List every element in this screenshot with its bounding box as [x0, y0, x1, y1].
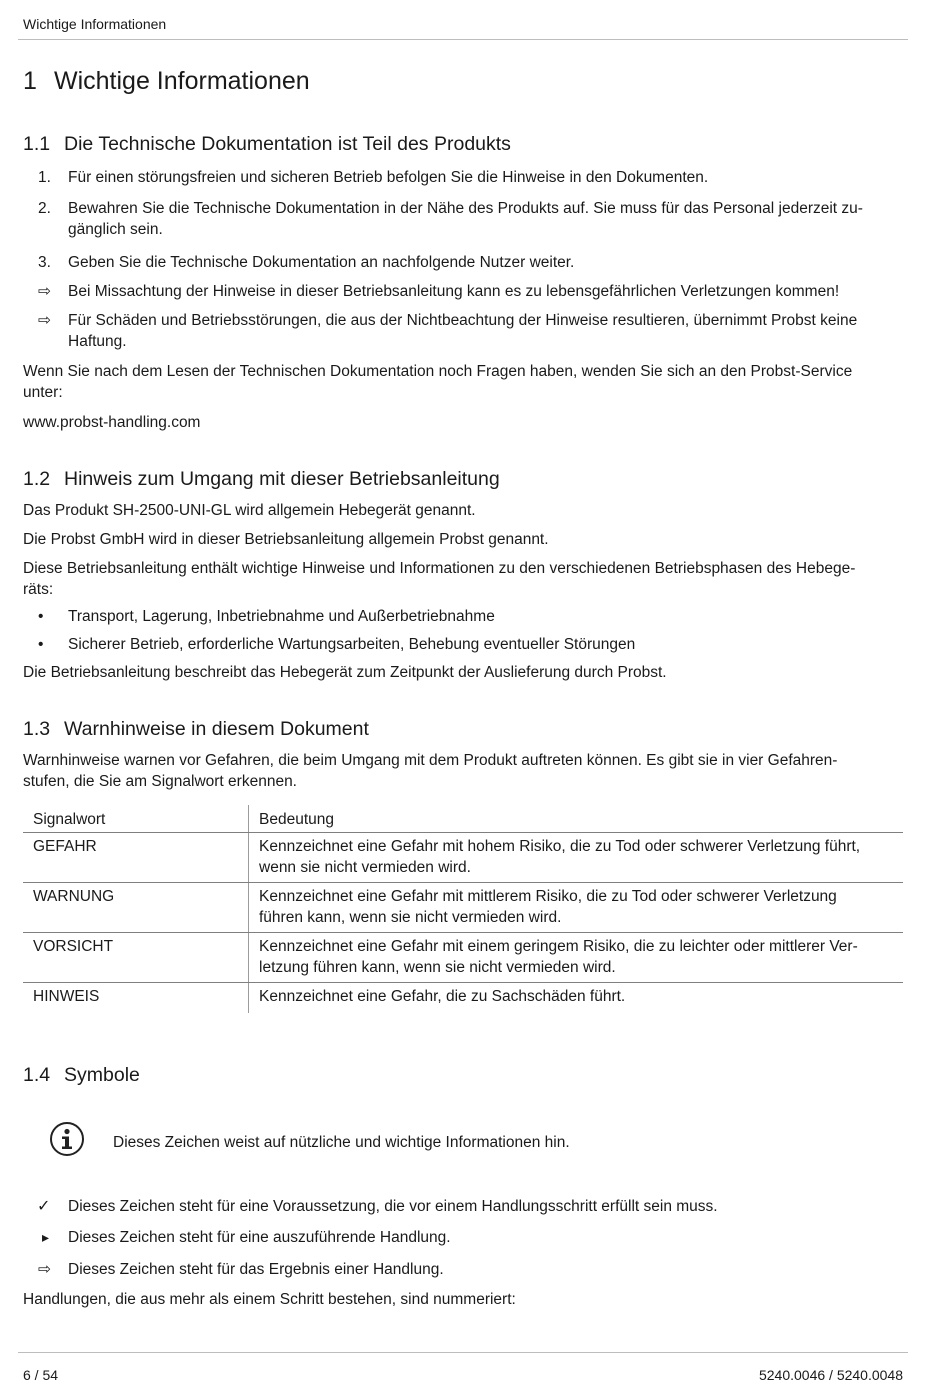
meaning-text: Kennzeichnet eine Gefahr, die zu Sachschäden führt.	[259, 988, 626, 1005]
chapter-number: 1	[23, 67, 37, 95]
meaning-text: letzung führen kann, wenn sie nicht vermieden wird.	[259, 959, 616, 976]
list-marker: 1.	[38, 169, 51, 186]
meaning-text: führen kann, wenn sie nicht vermieden wird.	[259, 909, 562, 926]
list-item-text: gänglich sein.	[68, 221, 163, 238]
section-title: Hinweis zum Umgang mit dieser Betriebsanleitung	[64, 468, 500, 490]
list-item	[23, 198, 903, 240]
info-text: Dieses Zeichen weist auf nützliche und wichtige Informationen hin.	[113, 1134, 570, 1151]
page-number: 6 / 54	[23, 1367, 59, 1383]
signal-word-table	[23, 805, 903, 1013]
checkmark-icon: ✓	[37, 1198, 51, 1215]
section-number: 1.4	[23, 1064, 51, 1086]
bullet-item	[23, 606, 903, 627]
list-item	[23, 167, 903, 188]
meaning-text: Kennzeichnet eine Gefahr mit mittlerem Risiko, die zu Tod oder schwerer Verletzung	[259, 888, 837, 905]
bullet-text: Transport, Lagerung, Inbetriebnahme und Außerbetriebnahme	[68, 608, 495, 625]
chapter-title: Wichtige Informationen	[54, 67, 310, 95]
contact-paragraph	[23, 361, 852, 403]
header-divider	[18, 39, 908, 40]
bullet-icon: •	[38, 636, 44, 653]
meaning-text: Kennzeichnet eine Gefahr mit einem geringem Risiko, die zu leichter oder mittlerer Ver-	[259, 938, 858, 955]
paragraph-line: Diese Betriebsanleitung enthält wichtige Hinweise und Informationen zu den verschiedenen Betriebsphasen des Hebege-	[23, 560, 856, 577]
list-marker: 2.	[38, 200, 51, 217]
document-number: 5240.0046 / 5240.0048	[758, 1367, 903, 1383]
table-row	[23, 983, 903, 1014]
table-row	[23, 933, 903, 983]
paragraph: Handlungen, die aus mehr als einem Schritt bestehen, sind nummeriert:	[23, 1291, 516, 1308]
paragraph: Die Probst GmbH wird in dieser Betriebsanleitung allgemein Probst genannt.	[23, 531, 549, 548]
signal-word: HINWEIS	[23, 983, 249, 1014]
symbol-text: Dieses Zeichen steht für eine Voraussetzung, die vor einem Handlungsschritt erfüllt sein muss.	[68, 1198, 718, 1215]
section-heading-1-4	[23, 1062, 140, 1088]
paragraph-line: Wenn Sie nach dem Lesen der Technischen Dokumentation noch Fragen haben, wenden Sie sich an den Probst-Service	[23, 363, 853, 380]
running-header: Wichtige Informationen	[23, 16, 167, 32]
symbol-text: Dieses Zeichen steht für das Ergebnis einer Handlung.	[68, 1261, 444, 1278]
info-icon-glyph	[56, 1127, 78, 1151]
paragraph: Die Betriebsanleitung beschreibt das Hebegerät zum Zeitpunkt der Auslieferung durch Probst.	[23, 664, 667, 681]
section-heading-1-3	[23, 716, 369, 742]
symbol-text: Dieses Zeichen steht für eine auszuführende Handlung.	[68, 1229, 451, 1246]
bullet-text: Sicherer Betrieb, erforderliche Wartungsarbeiten, Behebung eventueller Störungen	[68, 636, 636, 653]
column-header: Signalwort	[23, 805, 249, 833]
bullet-item	[23, 634, 903, 655]
section-number: 1.2	[23, 468, 51, 490]
website-link[interactable]: www.probst-handling.com	[23, 414, 201, 431]
paragraph-line: räts:	[23, 581, 54, 598]
chapter-heading	[23, 66, 310, 96]
list-item-text: Geben Sie die Technische Dokumentation an nachfolgende Nutzer weiter.	[68, 254, 575, 271]
paragraph	[23, 750, 837, 792]
paragraph	[23, 558, 855, 600]
symbol-item	[23, 1196, 903, 1217]
signal-word: GEFAHR	[23, 833, 249, 883]
footer-divider	[18, 1352, 908, 1353]
meaning-text: Kennzeichnet eine Gefahr mit hohem Risiko, die zu Tod oder schwerer Verletzung führt,	[259, 838, 861, 855]
section-title: Warnhinweise in diesem Dokument	[64, 718, 369, 740]
list-item-text: Für einen störungsfreien und sicheren Betrieb befolgen Sie die Hinweise in den Dokumenten.	[68, 169, 709, 186]
paragraph-line: unter:	[23, 384, 63, 401]
paragraph-line: stufen, die Sie am Signalwort erkennen.	[23, 773, 297, 790]
section-title: Die Technische Dokumentation ist Teil des Produkts	[64, 133, 511, 155]
section-number: 1.3	[23, 718, 51, 740]
signal-word: VORSICHT	[23, 933, 249, 983]
table-row	[23, 833, 903, 883]
symbol-item	[23, 1227, 903, 1248]
section-heading-1-2	[23, 466, 500, 492]
arrow-right-icon: ⇨	[38, 312, 51, 329]
list-item	[23, 252, 903, 273]
arrow-right-icon: ⇨	[38, 283, 51, 300]
bullet-icon: •	[38, 608, 44, 625]
section-heading-1-1	[23, 131, 511, 157]
column-header: Bedeutung	[249, 805, 904, 833]
list-item-text: Bewahren Sie die Technische Dokumentation in der Nähe des Produkts auf. Sie muss für das Personal jederzeit zu-	[68, 200, 863, 217]
triangle-right-icon: ▸	[42, 1229, 50, 1245]
meaning-text: wenn sie nicht vermieden wird.	[259, 859, 471, 876]
result-text: Haftung.	[68, 333, 127, 350]
arrow-right-icon: ⇨	[38, 1261, 51, 1278]
table-header-row	[23, 805, 903, 833]
signal-word: WARNUNG	[23, 883, 249, 933]
section-title: Symbole	[64, 1064, 140, 1086]
result-text: Für Schäden und Betriebsstörungen, die aus der Nichtbeachtung der Hinweise resultieren, übernimmt Probst keine	[68, 312, 858, 329]
symbol-item	[23, 1259, 903, 1280]
result-text: Bei Missachtung der Hinweise in dieser Betriebsanleitung kann es zu lebensgefährlichen Verletzungen kommen!	[68, 283, 840, 300]
list-marker: 3.	[38, 254, 51, 271]
result-item	[23, 281, 903, 302]
section-number: 1.1	[23, 133, 51, 155]
result-item	[23, 310, 903, 352]
paragraph: Das Produkt SH-2500-UNI-GL wird allgemein Hebegerät genannt.	[23, 502, 476, 519]
info-icon	[50, 1122, 84, 1156]
table-row	[23, 883, 903, 933]
paragraph-line: Warnhinweise warnen vor Gefahren, die beim Umgang mit dem Produkt auftreten können. Es gibt sie in vier Gefahren-	[23, 752, 838, 769]
